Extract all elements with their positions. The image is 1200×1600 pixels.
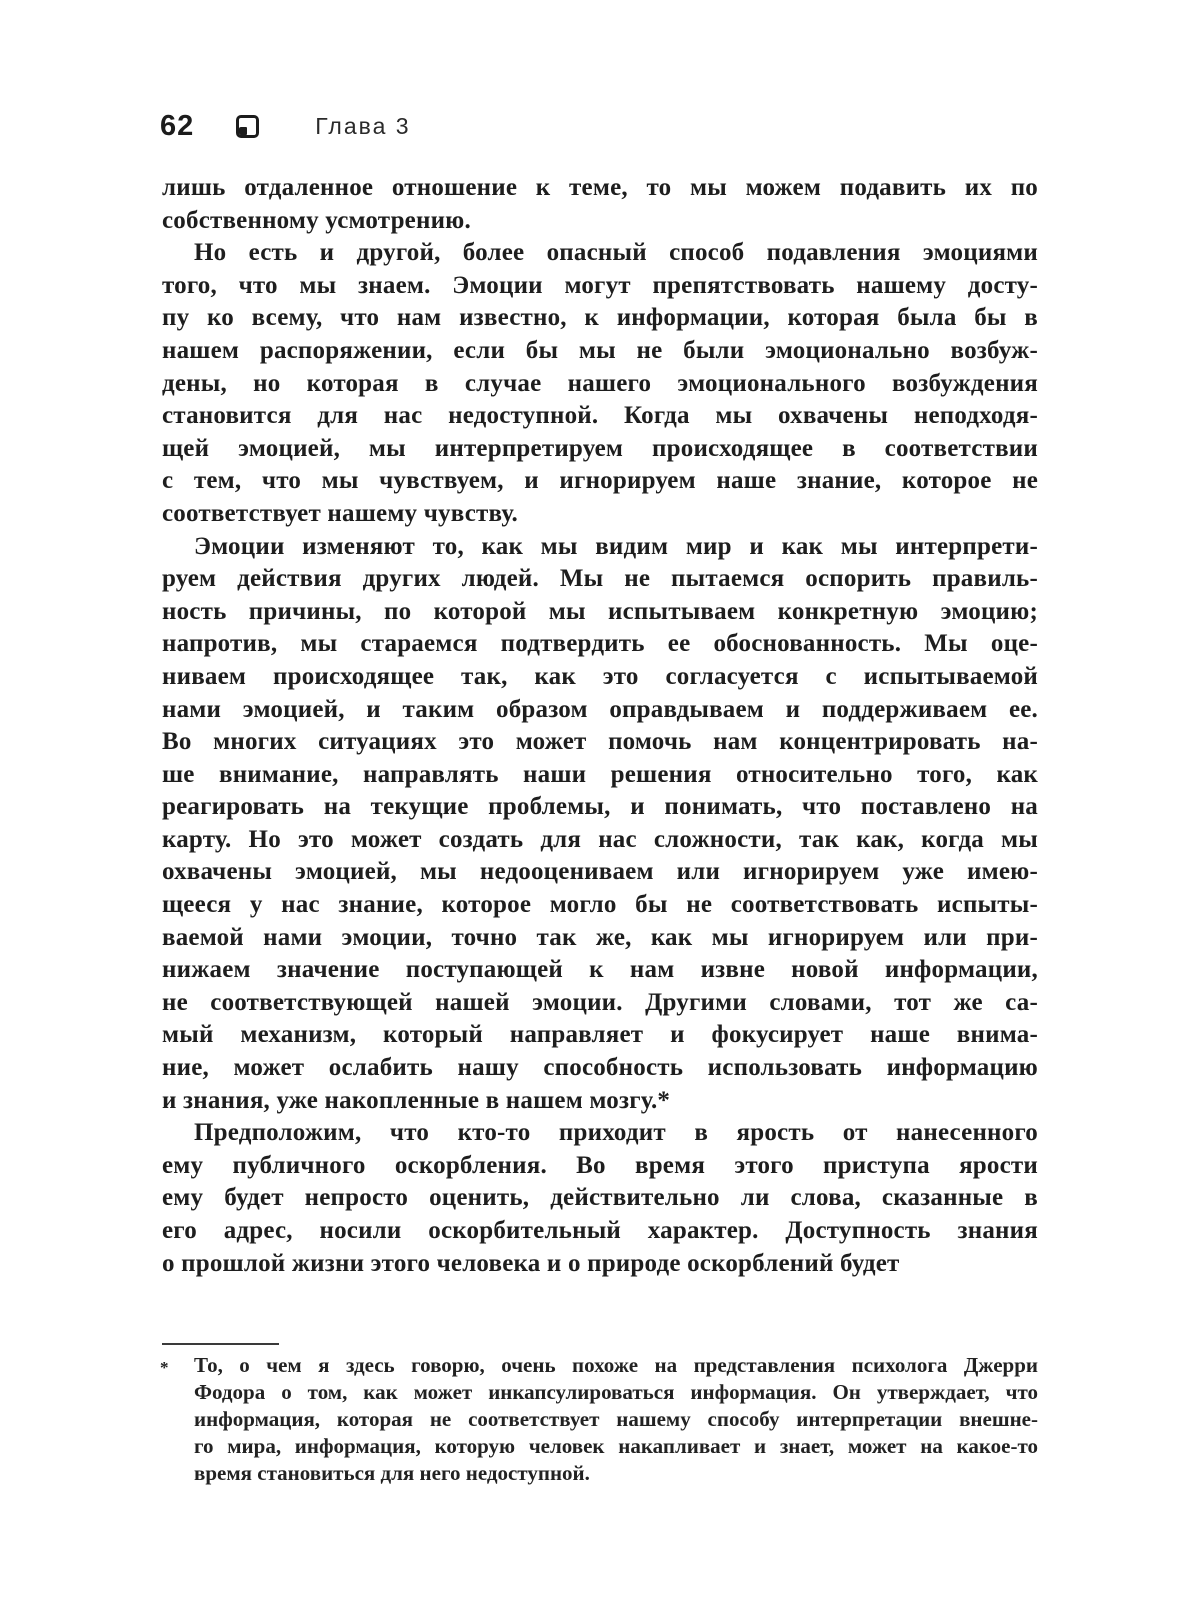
paragraph bbox=[162, 1117, 1038, 1280]
text-line: нижаем значение поступающей к нам извне новой информации, bbox=[162, 956, 1038, 984]
text-line: щееся у нас знание, которое могло бы не соответствовать испыты- bbox=[162, 891, 1038, 919]
paragraph bbox=[162, 172, 1038, 237]
page-header bbox=[160, 110, 411, 143]
text-line: Но есть и другой, более опасный способ подавления эмоциями bbox=[194, 239, 1038, 267]
text-line: время становиться для него недоступной. bbox=[194, 1461, 590, 1485]
text-line: лишь отдаленное отношение к теме, то мы можем подавить их по bbox=[162, 174, 1038, 201]
text-line: дены, но которая в случае нашего эмоционального возбуждения bbox=[162, 369, 1038, 397]
text-line: соответствует нашему чувству. bbox=[162, 499, 518, 527]
text-line: его адрес, носили оскорбительный характер. Доступность знания bbox=[162, 1217, 1038, 1244]
footnote-marker: * bbox=[160, 1358, 169, 1377]
text-line: ше внимание, направлять наши решения относительно того, как bbox=[162, 760, 1038, 788]
text-line: пу ко всему, что нам известно, к информации, которая была бы в bbox=[162, 304, 1038, 332]
text-line: ность причины, по которой мы испытываем конкретную эмоцию; bbox=[162, 597, 1038, 625]
text-line: го мира, информация, которую человек накапливает и знает, может на какое-то bbox=[194, 1434, 1038, 1458]
text-line: ему будет непросто оценить, действительно ли слова, сказанные в bbox=[162, 1184, 1038, 1212]
text-line: нами эмоцией, и таким образом оправдываем и поддерживаем ее. bbox=[162, 695, 1038, 723]
text-line: и знания, уже накопленные в нашем мозгу.* bbox=[162, 1086, 671, 1114]
text-line: собственному усмотрению. bbox=[162, 206, 471, 234]
text-line: ние, может ослабить нашу способность использовать информацию bbox=[162, 1054, 1038, 1082]
text-line: Во многих ситуациях это может помочь нам концентрировать на- bbox=[162, 728, 1038, 756]
text-line: становится для нас недоступной. Когда мы охвачены неподходя- bbox=[162, 402, 1038, 430]
text-line: с тем, что мы чувствуем, и игнорируем наше знание, которое не bbox=[162, 467, 1038, 495]
text-line: реагировать на текущие проблемы, и понимать, что поставлено на bbox=[162, 793, 1038, 821]
text-line: Фодора о том, как может инкапсулироваться информация. Он утверждает, что bbox=[194, 1380, 1038, 1404]
text-line: щей эмоцией, мы интерпретируем происходящее в соответствии bbox=[162, 434, 1038, 462]
text-line: охвачены эмоцией, мы недооцениваем или игнорируем уже имею- bbox=[162, 858, 1038, 886]
text-line: То, о чем я здесь говорю, очень похоже на представления психолога Джерри bbox=[194, 1353, 1038, 1377]
footnote-separator bbox=[162, 1343, 279, 1345]
text-line: ваемой нами эмоции, точно так же, как мы игнорируем или при- bbox=[162, 923, 1038, 951]
chapter-title: Глава 3 bbox=[315, 113, 411, 139]
chapter-marker-icon bbox=[236, 115, 259, 138]
text-line: напротив, мы стараемся подтвердить ее обоснованность. Мы оце- bbox=[162, 630, 1038, 658]
footnote-text bbox=[194, 1352, 1038, 1487]
paragraph bbox=[162, 531, 1038, 1118]
text-line: мый механизм, который направляет и фокусирует наше внима- bbox=[162, 1021, 1038, 1049]
text-line: не соответствующей нашей эмоции. Другими словами, тот же са- bbox=[162, 988, 1038, 1016]
footnote bbox=[160, 1352, 1038, 1487]
text-line: нашем распоряжении, если бы мы не были эмоционально возбуж- bbox=[162, 336, 1038, 364]
text-line: Эмоции изменяют то, как мы видим мир и как мы интерпрети- bbox=[194, 532, 1038, 560]
text-line: того, что мы знаем. Эмоции могут препятствовать нашему досту- bbox=[162, 271, 1038, 299]
text-line: ему публичного оскорбления. Во время этого приступа ярости bbox=[162, 1151, 1038, 1179]
text-line: Предположим, что кто-то приходит в ярость от нанесенного bbox=[194, 1119, 1038, 1147]
page-number: 62 bbox=[160, 110, 195, 142]
text-line: ниваем происходящее так, как это согласуется с испытываемой bbox=[162, 662, 1038, 690]
text-line: руем действия других людей. Мы не пытаемся оспорить правиль- bbox=[162, 565, 1038, 593]
paragraph bbox=[162, 237, 1038, 530]
text-line: карту. Но это может создать для нас сложности, так как, когда мы bbox=[162, 825, 1038, 853]
body-text bbox=[162, 172, 1038, 1280]
text-line: информация, которая не соответствует нашему способу интерпретации внешне- bbox=[194, 1407, 1038, 1431]
text-line: о прошлой жизни этого человека и о природе оскорблений будет bbox=[162, 1249, 900, 1277]
